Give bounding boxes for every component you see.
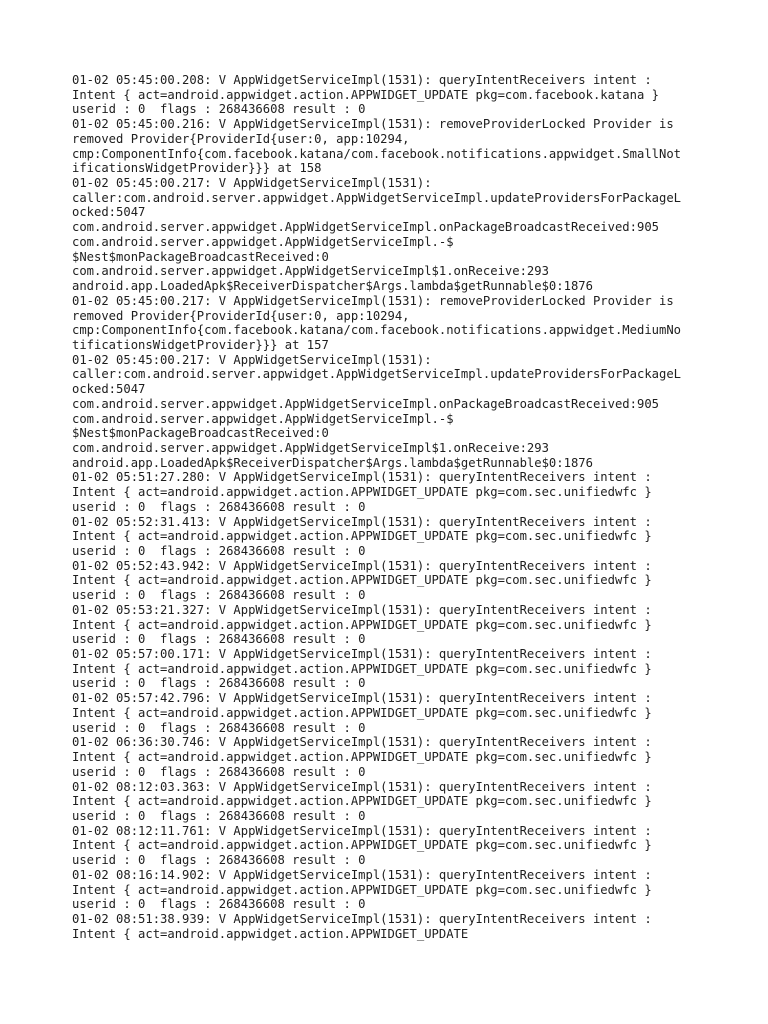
log-line: ocked:5047: [72, 205, 146, 220]
log-line: com.android.server.appwidget.AppWidgetServiceImpl$1.onReceive:293: [72, 264, 549, 279]
log-line: userid : 0 flags : 268436608 result : 0: [72, 720, 366, 735]
log-line: userid : 0 flags : 268436608 result : 0: [72, 544, 366, 558]
log-line: removed Provider{ProviderId{user:0, app:10294,: [72, 131, 410, 146]
log-line: 01-02 05:53:21.327: V AppWidgetServiceImpl(1531): queryIntentReceivers intent :: [72, 602, 652, 617]
log-line: 01-02 06:36:30.746: V AppWidgetServiceImpl(1531): queryIntentReceivers intent :: [72, 735, 652, 750]
log-line: 01-02 05:45:00.217: V AppWidgetServiceImpl(1531): removeProviderLocked Provider is: [72, 293, 674, 308]
log-line: 01-02 08:16:14.902: V AppWidgetServiceImpl(1531): queryIntentReceivers intent :: [72, 867, 652, 882]
log-line: $Nest$monPackageBroadcastReceived:0: [72, 426, 329, 441]
log-line: userid : 0 flags : 268436608 result : 0: [72, 676, 366, 691]
log-line: 01-02 08:12:11.761: V AppWidgetServiceImpl(1531): queryIntentReceivers intent :: [72, 823, 652, 838]
log-line: Intent { act=android.appwidget.action.APPWIDGET_UPDATE pkg=com.sec.unifiedwfc }: [72, 529, 652, 544]
log-line: userid : 0 flags : 268436608 result : 0: [72, 897, 366, 912]
log-line: Intent { act=android.appwidget.action.APPWIDGET_UPDATE pkg=com.sec.unifiedwfc }: [72, 485, 652, 500]
log-line: ificationsWidgetProvider}}} at 158: [72, 161, 322, 176]
log-line: 01-02 05:57:00.171: V AppWidgetServiceImpl(1531): queryIntentReceivers intent :: [72, 647, 652, 662]
log-line: Intent { act=android.appwidget.action.APPWIDGET_UPDATE: [72, 926, 469, 941]
log-line: com.android.server.appwidget.AppWidgetServiceImpl.-$: [72, 234, 454, 249]
log-line: ocked:5047: [72, 382, 146, 397]
log-line: cmp:ComponentInfo{com.facebook.katana/com.facebook.notifications.appwidget.MediumNo: [72, 323, 682, 338]
log-line: Intent { act=android.appwidget.action.APPWIDGET_UPDATE pkg=com.sec.unifiedwfc }: [72, 794, 652, 809]
log-line: Intent { act=android.appwidget.action.APPWIDGET_UPDATE pkg=com.sec.unifiedwfc }: [72, 838, 652, 853]
log-line: removed Provider{ProviderId{user:0, app:10294,: [72, 308, 410, 323]
log-line: Intent { act=android.appwidget.action.APPWIDGET_UPDATE pkg=com.facebook.katana }: [72, 87, 659, 102]
log-line: Intent { act=android.appwidget.action.APPWIDGET_UPDATE pkg=com.sec.unifiedwfc }: [72, 573, 652, 588]
log-line: android.app.LoadedApk$ReceiverDispatcher$Args.lambda$getRunnable$0:1876: [72, 455, 593, 470]
log-line: Intent { act=android.appwidget.action.APPWIDGET_UPDATE pkg=com.sec.unifiedwfc }: [72, 661, 652, 676]
log-line: userid : 0 flags : 268436608 result : 0: [72, 764, 366, 779]
log-line: Intent { act=android.appwidget.action.APPWIDGET_UPDATE pkg=com.sec.unifiedwfc }: [72, 705, 652, 720]
log-line: cmp:ComponentInfo{com.facebook.katana/com.facebook.notifications.appwidget.SmallNot: [72, 146, 682, 161]
log-line: userid : 0 flags : 268436608 result : 0: [72, 632, 366, 647]
log-line: 01-02 05:45:00.208: V AppWidgetServiceImpl(1531): queryIntentReceivers intent :: [72, 73, 652, 87]
log-line: $Nest$monPackageBroadcastReceived:0: [72, 249, 329, 264]
log-line: 01-02 08:12:03.363: V AppWidgetServiceImpl(1531): queryIntentReceivers intent :: [72, 779, 652, 794]
log-line: android.app.LoadedApk$ReceiverDispatcher$Args.lambda$getRunnable$0:1876: [72, 279, 593, 294]
log-line: 01-02 05:45:00.216: V AppWidgetServiceImpl(1531): removeProviderLocked Provider is: [72, 117, 674, 132]
log-line: userid : 0 flags : 268436608 result : 0: [72, 499, 366, 514]
log-line: userid : 0 flags : 268436608 result : 0: [72, 808, 366, 823]
log-line: 01-02 05:45:00.217: V AppWidgetServiceImpl(1531):: [72, 352, 432, 367]
log-line: 01-02 05:52:31.413: V AppWidgetServiceImpl(1531): queryIntentReceivers intent :: [72, 514, 652, 529]
log-line: userid : 0 flags : 268436608 result : 0: [72, 853, 366, 868]
log-line: com.android.server.appwidget.AppWidgetServiceImpl.-$: [72, 411, 454, 426]
log-line: com.android.server.appwidget.AppWidgetServiceImpl$1.onReceive:293: [72, 440, 549, 455]
log-line: caller:com.android.server.appwidget.AppWidgetServiceImpl.updateProvidersForPackageL: [72, 190, 682, 205]
log-line: caller:com.android.server.appwidget.AppWidgetServiceImpl.updateProvidersForPackageL: [72, 367, 682, 382]
log-line: Intent { act=android.appwidget.action.APPWIDGET_UPDATE pkg=com.sec.unifiedwfc }: [72, 617, 652, 632]
log-line: 01-02 05:52:43.942: V AppWidgetServiceImpl(1531): queryIntentReceivers intent :: [72, 558, 652, 573]
log-line: com.android.server.appwidget.AppWidgetServiceImpl.onPackageBroadcastReceived:905: [72, 220, 659, 235]
log-line: Intent { act=android.appwidget.action.APPWIDGET_UPDATE pkg=com.sec.unifiedwfc }: [72, 750, 652, 765]
log-line: 01-02 05:45:00.217: V AppWidgetServiceImpl(1531):: [72, 176, 432, 191]
log-line: com.android.server.appwidget.AppWidgetServiceImpl.onPackageBroadcastReceived:905: [72, 396, 659, 411]
log-line: userid : 0 flags : 268436608 result : 0: [72, 102, 366, 117]
log-line: tificationsWidgetProvider}}} at 157: [72, 337, 329, 352]
log-line: 01-02 05:57:42.796: V AppWidgetServiceImpl(1531): queryIntentReceivers intent :: [72, 691, 652, 706]
log-text-block: [72, 73, 712, 941]
log-line: Intent { act=android.appwidget.action.APPWIDGET_UPDATE pkg=com.sec.unifiedwfc }: [72, 882, 652, 897]
log-line: 01-02 08:51:38.939: V AppWidgetServiceImpl(1531): queryIntentReceivers intent :: [72, 911, 652, 926]
log-line: 01-02 05:51:27.280: V AppWidgetServiceImpl(1531): queryIntentReceivers intent :: [72, 470, 652, 485]
log-line: userid : 0 flags : 268436608 result : 0: [72, 588, 366, 603]
